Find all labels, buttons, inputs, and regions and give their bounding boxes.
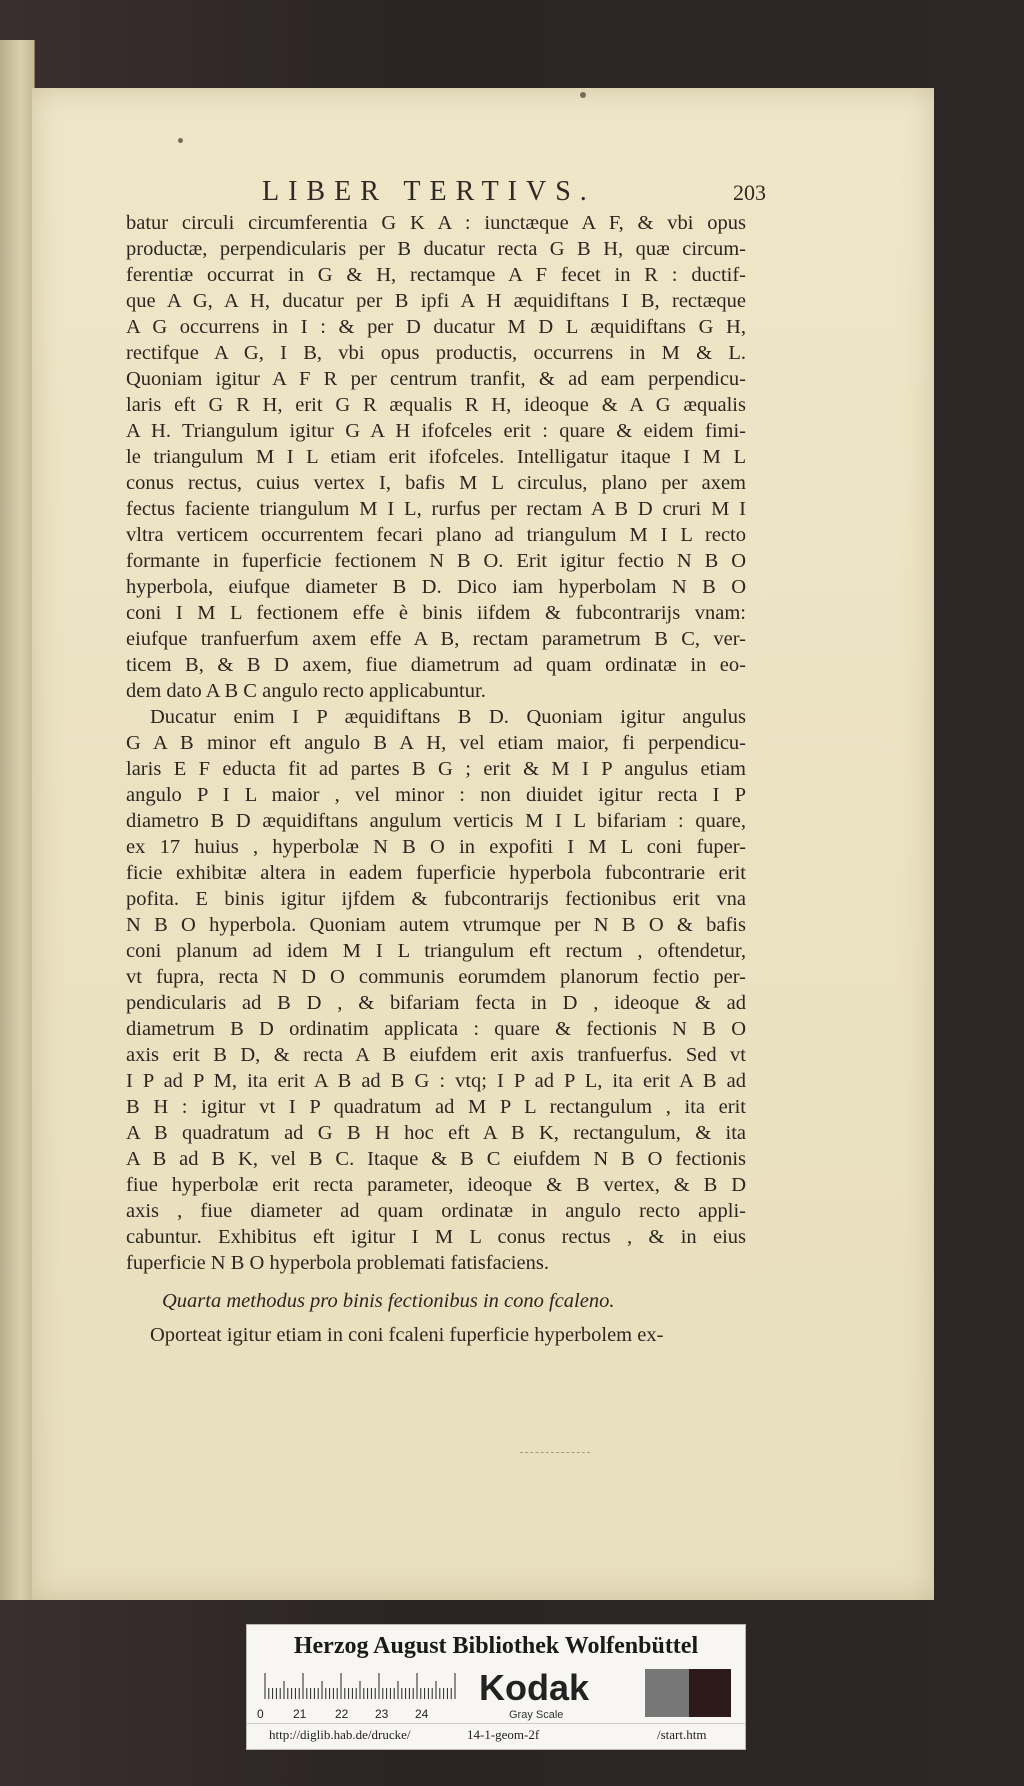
text-line: formante in fuperficie fectionem N B O. Erit igitur fectio N B O — [126, 550, 746, 572]
paper-spot — [178, 138, 183, 143]
section-title: Quarta methodus pro binis fectionibus in cono fcaleno. — [162, 1290, 615, 1312]
url-base: http://diglib.hab.de/drucke/ — [269, 1727, 411, 1742]
ruler-number: 24 — [415, 1707, 429, 1721]
text-line: diametro B D æquidiftans angulum verticis M I L bifariam : quare, — [126, 810, 746, 832]
text-line: angulo P I L maior , vel minor : non diuidet igitur recta I P — [126, 784, 746, 806]
ruler-number: 22 — [335, 1707, 349, 1721]
text-line: I P ad P M, ita erit A B ad B G : vtq; I P ad P L, ita erit A B ad — [126, 1070, 746, 1092]
text-line: A H. Triangulum igitur G A H ifofceles erit : quare & eidem fimi- — [126, 420, 746, 442]
text-line: fiue hyperbolæ erit recta parameter, ideoque & B vertex, & B D — [126, 1174, 746, 1196]
text-line: cabuntur. Exhibitus eft igitur I M L conus rectus , & in eius — [126, 1226, 746, 1248]
text-line: ferentiæ occurrat in G & H, rectamque A F fecet in R : ductif- — [126, 264, 746, 286]
dark-swatch — [689, 1669, 731, 1717]
text-line: B H : igitur vt I P quadratum ad M P L rectangulum , ita erit — [126, 1096, 746, 1118]
library-name: Herzog August Bibliothek Wolfenbüttel — [293, 1633, 699, 1659]
text-line: fectus faciente triangulum M I L, rurfus per rectam A B D cruri M I — [126, 498, 746, 520]
text-line: rectifque A G, I B, vbi opus productis, occurrens in M & L. — [126, 342, 746, 364]
ruler-number: 23 — [375, 1707, 389, 1721]
url-id: 14-1-geom-2f — [467, 1727, 540, 1742]
text-line: G A B minor eft angulo B A H, vel etiam maior, fi perpendicu- — [126, 732, 746, 754]
text-line: ficie exhibitæ altera in eadem fuperficie hyperbola fubcontrarie erit — [126, 862, 746, 884]
text-line: axis erit B D, & recta A B eiufdem erit axis tranfuerfus. Sed vt — [126, 1044, 746, 1066]
ruler-scale — [261, 1669, 461, 1701]
text-line: le triangulum M I L etiam erit ifofceles. Intelligatur itaque I M L — [126, 446, 746, 468]
ruler-number: 21 — [293, 1707, 307, 1721]
paragraph-2 — [126, 704, 746, 1276]
gray-swatch — [645, 1669, 689, 1717]
text-line: axis , fiue diameter ad quam ordinatæ in angulo recto appli- — [126, 1200, 746, 1222]
text-line: Quoniam igitur A F R per centrum tranfit, & ad eam perpendicu- — [126, 368, 746, 390]
text-line: vt fupra, recta N D O communis eorumdem planorum fectio per- — [126, 966, 746, 988]
text-line: que A G, A H, ducatur per B ipfi A H æquidiftans I B, rectæque — [126, 290, 746, 312]
text-line: productæ, perpendicularis per B ducatur recta G B H, quæ circum- — [126, 238, 746, 260]
ruler-number: 0 — [257, 1707, 264, 1721]
text-line: coni I M L fectionem effe è binis iifdem & fubcontrarijs vnam: — [126, 602, 746, 624]
text-line: Ducatur enim I P æquidiftans B D. Quoniam igitur angulus — [150, 706, 746, 728]
text-line: pendicularis ad B D , & bifariam fecta in D , ideoque & ad — [126, 992, 746, 1014]
text-line: laris eft G R H, erit G R æqualis R H, ideoque & A G æqualis — [126, 394, 746, 416]
final-line: Oporteat igitur etiam in coni fcaleni fuperficie hyperbolem ex- — [150, 1324, 664, 1346]
text-line: N B O hyperbola. Quoniam autem vtrumque per N B O & bafis — [126, 914, 746, 936]
text-line: A B ad B K, vel B C. Itaque & B C eiufdem N B O fectionis — [126, 1148, 746, 1170]
binding-edge — [0, 40, 35, 1600]
text-line: coni planum ad idem M I L triangulum eft rectum , oftendetur, — [126, 940, 746, 962]
text-line: ticem B, & B D axem, fiue diametrum ad quam ordinatæ in eo- — [126, 654, 746, 676]
text-line: A B quadratum ad G B H hoc eft A B K, rectangulum, & ita — [126, 1122, 746, 1144]
paragraph-1 — [126, 210, 746, 704]
url-row — [247, 1727, 745, 1747]
text-line: A G occurrens in I : & per D ducatur M D L æquidiftans G H, — [126, 316, 746, 338]
gray-scale-label: Gray Scale — [509, 1709, 564, 1721]
text-line: diametrum B D ordinatim applicata : quare & fectionis N B O — [126, 1018, 746, 1040]
text-line: dem dato A B C angulo recto applicabuntur. — [126, 680, 486, 702]
text-line: vltra verticem occurrentem fecari plano ad triangulum M I L recto — [126, 524, 746, 546]
running-header: LIBER TERTIVS. — [262, 176, 596, 207]
text-line: pofita. E binis igitur ijfdem & fubcontrarijs fectionibus erit vna — [126, 888, 746, 910]
page-number: 203 — [733, 180, 766, 205]
url-suffix: /start.htm — [657, 1727, 707, 1742]
text-line: fuperficie N B O hyperbola problemati fatisfaciens. — [126, 1252, 549, 1274]
text-line: ex 17 huius , hyperbolæ N B O in expofiti I M L coni fuper- — [126, 836, 746, 858]
text-line: laris E F educta fit ad partes B G ; erit & M I P angulus etiam — [126, 758, 746, 780]
color-calibration-card — [246, 1624, 746, 1750]
kodak-logo: Kodak — [479, 1667, 590, 1708]
text-line: hyperbola, eiufque diameter B D. Dico iam hyperbolam N B O — [126, 576, 746, 598]
body-text — [126, 210, 746, 1348]
text-line: eiufque tranfuerfum axem effe A B, rectam parametrum B C, ver- — [126, 628, 746, 650]
card-divider — [247, 1723, 745, 1724]
text-line: conus rectus, cuius vertex I, bafis M L circulus, plano per axem — [126, 472, 746, 494]
pencil-mark — [520, 1452, 590, 1457]
text-line: batur circuli circumferentia G K A : iunctæque A F, & vbi opus — [126, 212, 746, 234]
paper-spot — [580, 92, 586, 98]
